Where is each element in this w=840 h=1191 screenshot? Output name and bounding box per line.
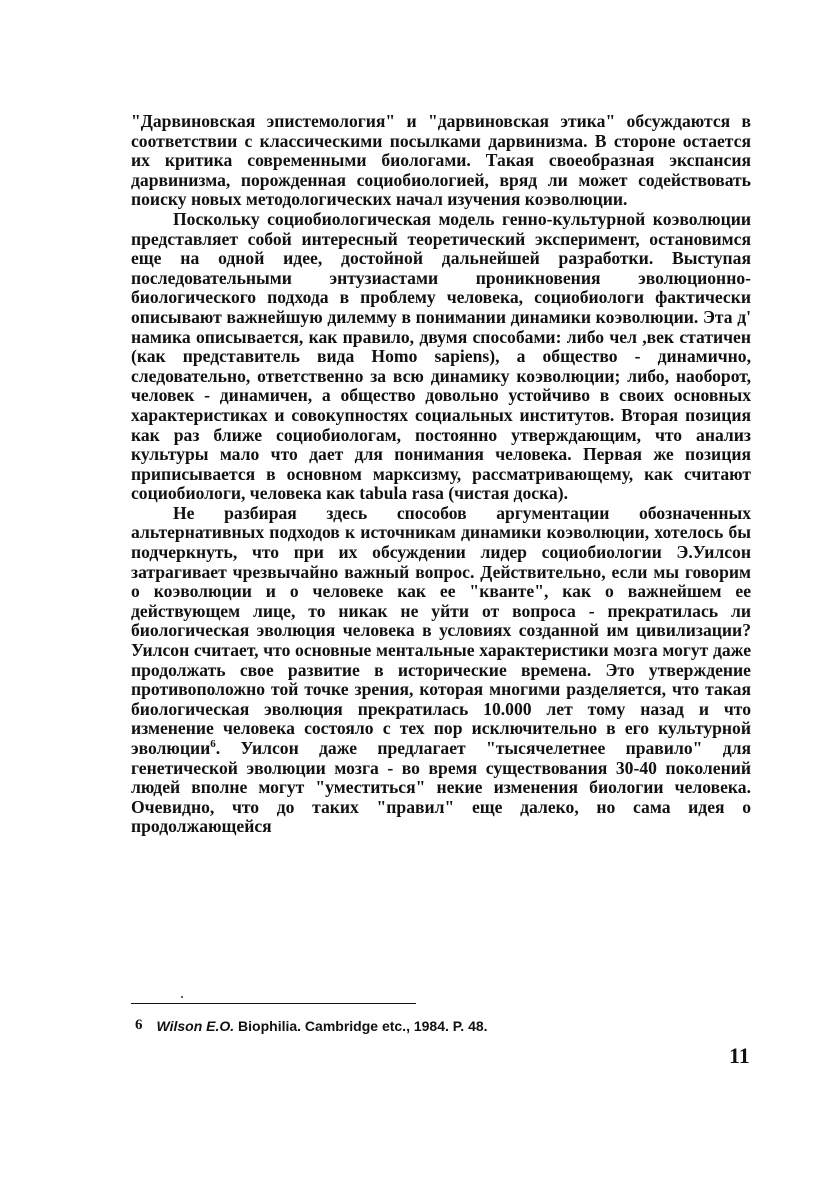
footnote-reference: 6	[210, 738, 216, 751]
print-speck	[181, 996, 183, 998]
paragraph-3-continuation: . Уилсон даже предлагает "тысячелетнее правило" для генетической эволюции мозга - во время существования 30-40 поколений людей вполне могут "уместиться" некие изменения биологии человека. Очевидно, что до таких "правил" еще далеко, но сама идея о продолжающейся	[131, 738, 751, 837]
footnote-text: Biophilia. Cambridge etc., 1984. P. 48.	[234, 1018, 488, 1034]
footnote	[135, 1016, 488, 1035]
paragraph-3	[131, 504, 751, 837]
footnote-number: 6	[135, 1017, 143, 1033]
footnote-author: Wilson E.O.	[156, 1018, 235, 1034]
footnote-rule	[131, 1003, 416, 1004]
paragraph-1: "Дарвиновская эпистемология" и "дарвиновская этика" обсуждаются в соответствии с классическими посылками дарвинизма. В стороне остается их критика современными биологами. Такая своеобразная экспансия дарвинизма, порожденная социобиологией, вряд ли может содействовать поиску новых методологических начал изучения коэволюции.	[131, 111, 751, 210]
paragraph-2: Поскольку социобиологическая модель генно-культурной коэволюции представляет собой интересный теоретический эксперимент, остановимся еще на одной идее, достойной дальнейшей разработки. Выступая последовательными энтузиастами проникновения эволюционно-биологического подхода в проблему человека, социобиологи фактически описывают важнейшую дилемму в понимании динамики коэволюции. Эта д' намика описывается, как правило, двумя способами: либо чел ,век статичен (как представитель вида Homo sapiens), а общество - динамично, следовательно, ответственно за всю динамику коэволюции; либо, наоборот, человек - динамичен, а общество довольно устойчиво в своих основных характеристиках и совокупностях социальных институтов. Вторая позиция как раз ближе социобиологам, постоянно утверждающим, что анализ культуры мало что дает для понимания человека. Первая же позиция приписывается в основном марксизму, рассматривающему, как считают социобиологи, человека как tabula rasa (чистая доска).	[131, 208, 751, 504]
page-number: 11	[729, 1043, 750, 1068]
body-text	[131, 112, 751, 837]
paragraph-3-text: Не разбирая здесь способов аргументации обозначенных альтернативных подходов к источникам динамики коэволюции, хотелось бы подчеркнуть, что при их обсуждении лидер социобиологии Э.Уилсон затрагивает чрезвычайно важный вопрос. Действительно, если мы говорим о коэволюции и о человеке как ее "кванте", как о важнейшем ее действующем лице, то никак не уйти от вопроса - прекратилась ли биологическая эволюция человека в условиях созданной им цивилизации? Уилсон считает, что основные ментальные характеристики мозга могут даже продолжать свое развитие в исторические времена. Это утверждение противоположно той точке зрения, которая многими разделяется, что такая биологическая эволюция прекратилась 10.000 лет тому назад и что изменение человека состояло с тех пор исключительно в его культурной эволюции	[131, 502, 751, 758]
